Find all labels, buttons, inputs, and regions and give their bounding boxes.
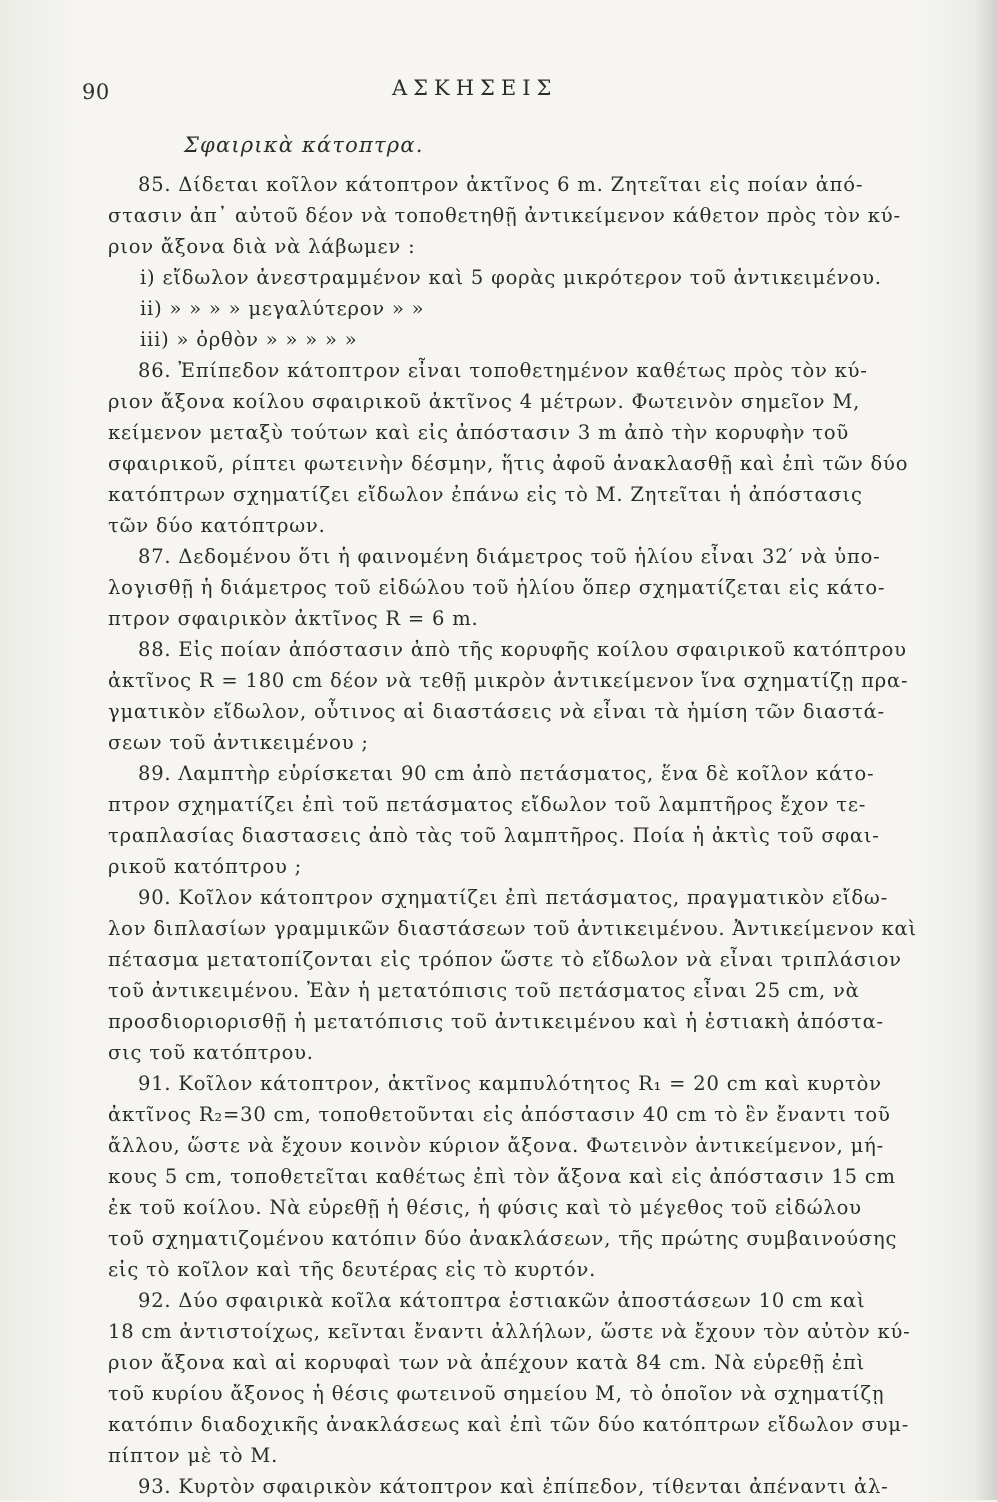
text-line: σις τοῦ κατόπτρου. [108, 1041, 314, 1064]
text-line: ριον ἄξονα διὰ νὰ λάβωμεν : [108, 235, 416, 258]
text-line: τοῦ ἀντικειμένου. Ἐὰν ἡ μετατόπισις τοῦ πετάσματος εἶναι 25 cm, νὰ [108, 979, 860, 1002]
text-line: γματικὸν εἴδωλον, οὗτινος αἱ διαστάσεις νὰ εἶναι τὰ ἡμίση τῶν διαστά- [108, 700, 885, 723]
text-line: πτρον σφαιρικὸν ἀκτῖνος R = 6 m. [108, 607, 479, 630]
text-line: 86. Ἐπίπεδον κάτοπτρον εἶναι τοποθετημένον καθέτως πρὸς τὸν κύ- [138, 359, 868, 382]
page-edge-shadow [975, 0, 997, 1500]
section-title: Σφαιρικὰ κάτοπτρα. [184, 133, 424, 157]
text-line: ii) » » » » μεγαλύτερον » » [140, 297, 425, 320]
text-line: κους 5 cm, τοποθετεῖται καθέτως ἐπὶ τὸν ἄξονα καὶ εἰς ἀπόστασιν 15 cm [108, 1165, 896, 1188]
text-line: κείμενον μεταξὺ τούτων καὶ εἰς ἀπόστασιν 3 m ἀπὸ τὴν κορυφὴν τοῦ [108, 421, 850, 444]
text-line: 90. Κοῖλον κάτοπτρον σχηματίζει ἐπὶ πετάσματος, πραγματικὸν εἴδω- [138, 886, 888, 909]
text-line: ριον ἄξονα καὶ αἱ κορυφαὶ των νὰ ἀπέχουν κατὰ 84 cm. Νὰ εὑρεθῇ ἐπὶ [108, 1351, 866, 1374]
text-line: 87. Δεδομένου ὅτι ἡ φαινομένη διάμετρος τοῦ ἡλίου εἶναι 32′ νὰ ὑπο- [138, 545, 881, 568]
text-line: τῶν δύο κατόπτρων. [108, 514, 326, 537]
text-line: 18 cm ἀντιστοίχως, κεῖνται ἔναντι ἀλλήλων, ὥστε νὰ ἔχουν τὸν αὐτὸν κύ- [108, 1320, 911, 1343]
text-line: πέτασμα μετατοπίζονται εἰς τρόπον ὥστε τὸ εἴδωλον νὰ εἶναι τριπλάσιον [108, 948, 902, 971]
text-line: 85. Δίδεται κοῖλον κάτοπτρον ἀκτῖνος 6 m. Ζητεῖται εἰς ποίαν ἀπό- [138, 173, 864, 196]
text-line: ρικοῦ κατόπτρου ; [108, 855, 303, 878]
text-line: 89. Λαμπτὴρ εὑρίσκεται 90 cm ἀπὸ πετάσματος, ἕνα δὲ κοῖλον κάτο- [138, 762, 875, 785]
text-line: στασιν ἀπ᾽ αὐτοῦ δέον νὰ τοποθετηθῇ ἀντικείμενον κάθετον πρὸς τὸν κύ- [108, 204, 901, 227]
text-line: i) εἴδωλον ἀνεστραμμένον καὶ 5 φορὰς μικρότερον τοῦ ἀντικειμένου. [140, 266, 882, 289]
text-line: iii) » ὀρθὸν » » » » » [140, 328, 358, 351]
text-line: λον διπλασίων γραμμικῶν διαστάσεων τοῦ ἀντικειμένου. Ἀντικείμενον καὶ [108, 917, 917, 940]
page-header [82, 74, 922, 114]
text-line: ἀκτῖνος R = 180 cm δέον νὰ τεθῇ μικρὸν ἀντικείμενον ἵνα σχηματίζῃ πρα- [108, 669, 909, 692]
text-line: σεων τοῦ ἀντικειμένου ; [108, 731, 369, 754]
text-line: ἐκ τοῦ κοίλου. Νὰ εὑρεθῇ ἡ θέσις, ἡ φύσις καὶ τὸ μέγεθος τοῦ εἰδώλου [108, 1196, 862, 1219]
text-line: κατόπτρων σχηματίζει εἴδωλον ἐπάνω εἰς τὸ Μ. Ζητεῖται ἡ ἀπόστασις [108, 483, 863, 506]
text-line: 88. Εἰς ποίαν ἀπόστασιν ἀπὸ τῆς κορυφῆς κοίλου σφαιρικοῦ κατόπτρου [138, 638, 907, 661]
text-line: τραπλασίας διαστασεις ἀπὸ τὰς τοῦ λαμπτῆρος. Ποία ἡ ἀκτὶς τοῦ σφαι- [108, 824, 880, 847]
text-line: εἰς τὸ κοῖλον καὶ τῆς δευτέρας εἰς τὸ κυρτόν. [108, 1258, 597, 1281]
text-line: ἀκτῖνος R₂=30 cm, τοποθετοῦνται εἰς ἀπόστασιν 40 cm τὸ ἓν ἔναντι τοῦ [108, 1103, 891, 1126]
text-line: κατόπιν διαδοχικῆς ἀνακλάσεως καὶ ἐπὶ τῶν δύο κατόπτρων εἴδωλον συμ- [108, 1413, 910, 1436]
text-line: λογισθῇ ἡ διάμετρος τοῦ εἰδώλου τοῦ ἡλίου ὅπερ σχηματίζεται εἰς κάτο- [108, 576, 886, 599]
text-line: ἄλλου, ὥστε νὰ ἔχουν κοινὸν κύριον ἄξονα. Φωτεινὸν ἀντικείμενον, μή- [108, 1134, 884, 1157]
text-line: ριον ἄξονα κοίλου σφαιρικοῦ ἀκτῖνος 4 μέτρων. Φωτεινὸν σημεῖον Μ, [108, 390, 861, 413]
text-lines [108, 169, 923, 1502]
running-title: ΑΣΚΗΣΕΙΣ [392, 76, 558, 100]
text-line: τοῦ σχηματιζομένου κατόπιν δύο ἀνακλάσεων, τῆς πρώτης συμβαινούσης [108, 1227, 898, 1250]
page-number: 90 [82, 80, 110, 104]
text-line: πτρον σχηματίζει ἐπὶ τοῦ πετάσματος εἴδωλον τοῦ λαμπτῆρος ἔχον τε- [108, 793, 867, 816]
text-line: 91. Κοῖλον κάτοπτρον, ἀκτῖνος καμπυλότητος R₁ = 20 cm καὶ κυρτὸν [138, 1072, 882, 1095]
text-line: τοῦ κυρίου ἄξονος ἡ θέσις φωτεινοῦ σημείου Μ, τὸ ὁποῖον νὰ σχηματίζῃ [108, 1382, 885, 1405]
text-line: προσδιοριορισθῇ ἡ μετατόπισις τοῦ ἀντικειμένου καὶ ἡ ἑστιακὴ ἀπόστα- [108, 1010, 884, 1033]
text-line: 93. Κυρτὸν σφαιρικὸν κάτοπτρον καὶ ἐπίπεδον, τίθενται ἀπέναντι ἀλ- [138, 1475, 889, 1498]
text-line: 92. Δύο σφαιρικὰ κοῖλα κάτοπτρα ἑστιακῶν ἀποστάσεων 10 cm καὶ [138, 1289, 866, 1312]
text-line: πίπτον μὲ τὸ Μ. [108, 1444, 279, 1467]
text-line: σφαιρικοῦ, ρίπτει φωτεινὴν δέσμην, ἥτις ἀφοῦ ἀνακλασθῇ καὶ ἐπὶ τῶν δύο [108, 452, 909, 475]
page-body [108, 130, 923, 1502]
